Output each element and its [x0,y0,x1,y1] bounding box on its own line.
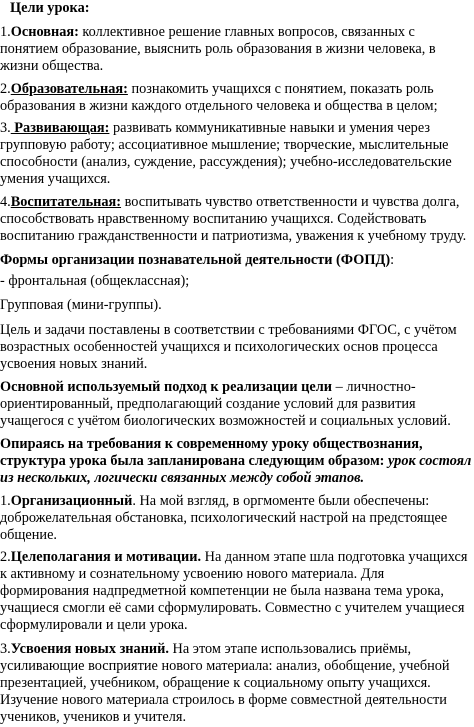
structure-intro-bold-italic: урок состоял из нескольких, логически связанных между собой этапов. [0,453,472,486]
goal-label: Развивающая: [10,120,110,136]
forms-heading-text: Формы организации познавательной деятельности (ФОПД) [0,252,391,268]
approach-label: Основной используемый подход к реализации цели [0,379,333,395]
structure-intro-bold: Опираясь на требования к современному уроку обществознания, структура урока была запланирована следующим образом: [0,436,423,469]
goal-main [0,24,472,75]
structure-intro [0,436,472,487]
stage-label: Организационный [10,493,133,509]
stage-text: . На мой взгляд, в оргмоменте были обеспечены: доброжелательная обстановка, психологический настрой на предстоящее общение. [0,493,448,543]
approach-text: – личностно-ориентированный, предполагающий создание условий для развития учащегося с учётом биологических возможностей и социальных условий. [0,379,451,429]
stage-text: На данном этапе шла подготовка учащихся к активному и сознательному усвоению нового материала. Для формирования надпредметной компетенции не была названа тема урока, учащиеся смогли её сами сформулировать. Совместно с учителем учащиеся сформулировали и цели урока. [0,549,468,633]
stage-goal-setting [0,549,472,634]
forms-heading [0,252,472,269]
goals-statement: Цель и задачи поставлены в соответствии с требованиями ФГОС, с учётом возрастных особенностей учащихся и психологических основ процесса усвоения новых знаний. [0,322,457,372]
goal-label: Основная: [10,24,79,40]
goal-label: Воспитательная: [10,194,122,210]
stage-organizational [0,493,472,544]
goal-developmental [0,120,472,188]
goal-number: 2. [0,81,11,97]
stage-number: 2. [0,549,11,565]
forms-item-frontal: - фронтальная (общеклассная); [0,273,190,289]
goal-text: развивать коммуникативные навыки и умения через групповую работу; ассоциативное мышление; творческие, мыслительные способности (анализ, суждение, рассуждения); учебно-исследовательские умения учащихся. [0,120,452,187]
goal-number: 3. [0,120,11,136]
goal-number: 4. [0,194,11,210]
goal-educational [0,81,472,115]
stage-number: 1. [0,493,11,509]
stage-new-knowledge [0,641,472,726]
goal-label: Образовательная: [10,81,128,97]
goal-text: воспитывать чувство ответственности и чувства долга, способствовать нравственному воспитанию учащихся. Содействовать воспитанию гражданственности и патриотизма, уважения к учебному труду. [0,194,467,244]
lesson-goals-title: Цели урока: [10,0,90,16]
stage-label: Целеполагания и мотивации. [10,549,202,565]
goal-upbringing [0,194,472,245]
forms-item-group: Групповая (мини-группы). [0,297,162,313]
goal-text: коллективное решение главных вопросов, связанных с понятием образование, выяснить роль образования в жизни человека, в жизни общества. [0,24,436,74]
approach-paragraph [0,379,472,430]
stage-label: Усвоения новых знаний. [10,641,169,657]
stage-text: На этом этапе использовались приёмы, усиливающие восприятие нового материала: анализ, обобщение, учебной презентацией, учебником, обращение к социальному опыту учащихся. Изучение нового материала строилось в форме совместной деятельности учеников, учеников и учителя. [0,641,450,725]
goal-text: познакомить учащихся с понятием, показать роль образования в жизни каждого отдельного человека и общества в целом; [0,81,438,114]
forms-heading-colon: : [390,252,395,268]
stage-number: 3. [0,641,11,657]
goal-number: 1. [0,24,11,40]
